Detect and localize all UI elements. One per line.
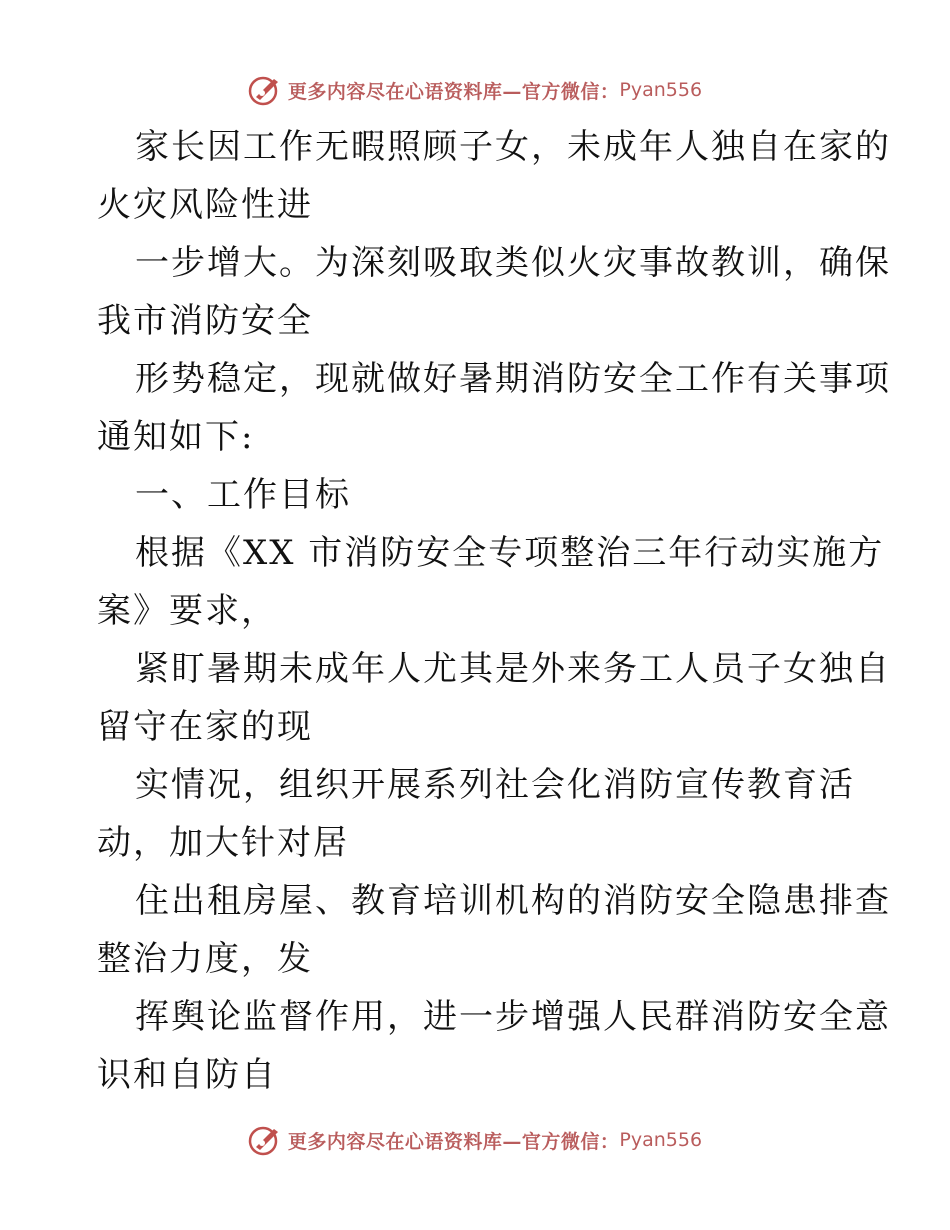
text-line: 火灾风险性进 [97, 185, 313, 225]
text-line: 家长因工作无暇照顾子女，未成年人独自在家的 [135, 127, 891, 167]
watermark-wechat-id: Pyan556 [619, 79, 703, 101]
text-line: 识和自防自 [97, 1055, 277, 1095]
pen-logo-icon [248, 1123, 282, 1157]
watermark-banner-top [0, 70, 950, 110]
watermark-text: 更多内容尽在心语资料库—官方微信： [287, 80, 620, 103]
text-line: 留守在家的现 [97, 707, 313, 747]
pen-logo-icon [248, 73, 282, 107]
watermark-wechat-id: Pyan556 [619, 1129, 703, 1151]
text-line: 紧盯暑期未成年人尤其是外来务工人员子女独自 [135, 649, 891, 689]
text-line: 一步增大。为深刻吸取类似火灾事故教训，确保 [135, 243, 891, 283]
text-line: 动，加大针对居 [97, 823, 349, 863]
text-line: 挥舆论监督作用，进一步增强人民群消防安全意 [135, 997, 891, 1037]
text-line: 我市消防安全 [97, 301, 313, 341]
document-body [97, 118, 891, 1104]
watermark-text: 更多内容尽在心语资料库—官方微信： [287, 1130, 620, 1153]
text-line: 住出租房屋、教育培训机构的消防安全隐患排查 [135, 881, 891, 921]
watermark-banner-bottom [0, 1120, 950, 1160]
text-line: 案》要求， [97, 591, 277, 631]
text-line: 形势稳定，现就做好暑期消防安全工作有关事项 [135, 359, 891, 399]
section-heading: 一、工作目标 [135, 475, 351, 515]
text-line: 根据《XX 市消防安全专项整治三年行动实施方 [135, 533, 885, 573]
text-line: 实情况，组织开展系列社会化消防宣传教育活 [135, 765, 855, 805]
text-line: 整治力度，发 [97, 939, 313, 979]
text-line: 通知如下: [97, 417, 255, 457]
